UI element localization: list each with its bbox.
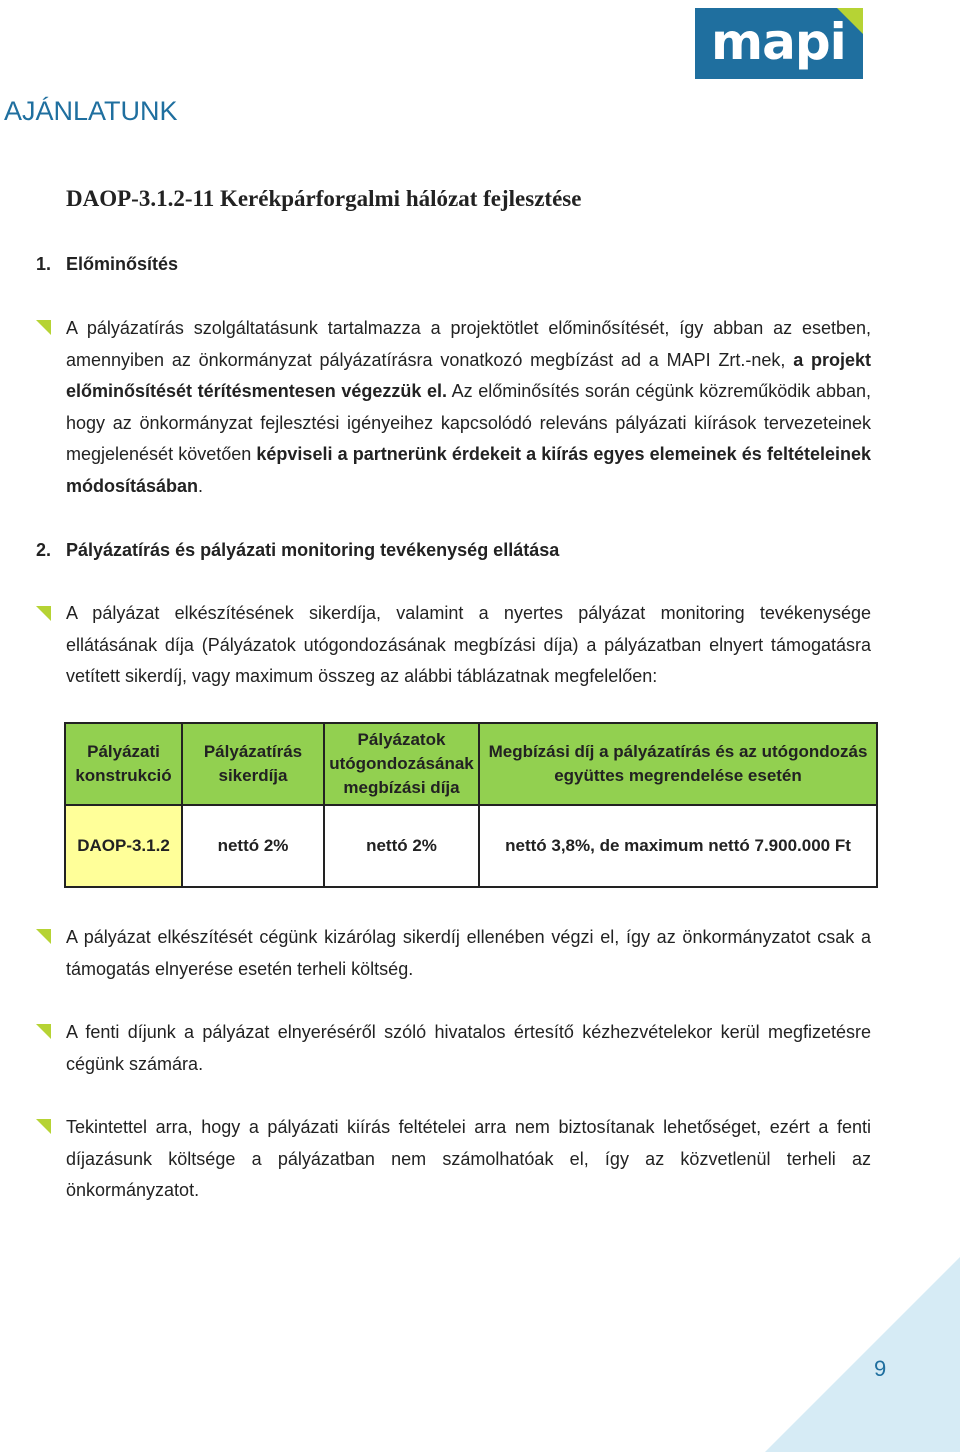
fee-table-cell: DAOP-3.1.2 [65,805,182,887]
fee-table-header-row [65,723,877,805]
decorative-corner [765,1257,960,1452]
fee-table-cell: nettó 2% [182,805,324,887]
bullet-marker-icon [36,929,51,944]
fee-table-header-cell: Megbízási díj a pályázatírás és az utógondozás együttes megrendelése esetén [479,723,877,805]
section-2-paragraph: A pályázat elkészítésének sikerdíja, valamint a nyertes pályázat monitoring tevékenysége ellátásának díja (Pályázatok utógondozásának megbízási díja) a pályázatban elnyert támogatásra vetített sikerdíj, vagy maximum összeg az alábbi táblázatnak megfelelően: [66,603,871,686]
logo-text: mapi [711,13,846,71]
section-2-number: 2. [36,540,52,560]
section-1-text-end: . [198,475,204,496]
section-1-text-a: A pályázatírás szolgáltatásunk tartalmazza a projektötlet előminősítését, így abban az esetben, amennyiben az önkormányzat pályázatírásra vonatkozó megbízást ad a MAPI Zrt.-nek, [66,318,871,370]
bullet-marker-icon [36,1024,51,1039]
section-1-text-b: Az előminősítés során cégünk közreműködik abban, hogy az önkormányzat fejlesztési igényeihez kapcsolódó releváns pályázati kiírások tervezeteinek megjelenését követően [66,381,871,464]
fee-table-header-cell: Pályázatírás sikerdíja [182,723,324,805]
page-heading: AJÁNLATUNK [4,96,178,126]
fee-table-row [65,805,877,887]
closing-paragraph-1: A pályázat elkészítését cégünk kizárólag sikerdíj ellenében végzi el, így az önkormányzatot csak a támogatás elnyerése esetén terheli költség. [66,927,871,979]
fee-table-header-cell: Pályázatok utógondozásának megbízási díja [324,723,479,805]
closing-paragraph-2: A fenti díjunk a pályázat elnyeréséről szóló hivatalos értesítő kézhezvételekor kerül megfizetésre cégünk számára. [66,1022,871,1074]
section-1-heading [36,254,178,275]
fee-table-header-cell: Pályázati konstrukció [65,723,182,805]
fee-table [64,722,878,888]
mapi-logo [695,8,863,79]
section-1-bold-b: képviseli a partnerünk érdekeit a kiírás egyes elemeinek és feltételeinek módosításában [66,444,871,496]
section-2-title: Pályázatírás és pályázati monitoring tevékenység ellátása [66,540,560,560]
section-1-title: Előminősítés [66,254,179,274]
section-1-paragraph [66,313,871,502]
section-1-bold-a: a projekt előminősítését térítésmentesen végezzük el. [66,349,871,401]
fee-table-cell: nettó 3,8%, de maximum nettó 7.900.000 Ft [479,805,877,887]
section-1-number: 1. [36,254,52,274]
bullet-marker-icon [36,606,51,621]
bullet-marker-icon [36,320,51,335]
bullet-marker-icon [36,1119,51,1134]
document-title: DAOP-3.1.2-11 Kerékpárforgalmi hálózat fejlesztése [66,186,582,211]
section-2-heading [36,540,559,561]
fee-table-cell: nettó 2% [324,805,479,887]
page-number: 9 [874,1356,887,1381]
closing-paragraph-3: Tekintettel arra, hogy a pályázati kiírás feltételei arra nem biztosítanak lehetőséget, ezért a fenti díjazásunk költsége a pályázatban nem számolhatóak el, így az közvetlenül terheli az önkormányzatot. [66,1117,871,1200]
